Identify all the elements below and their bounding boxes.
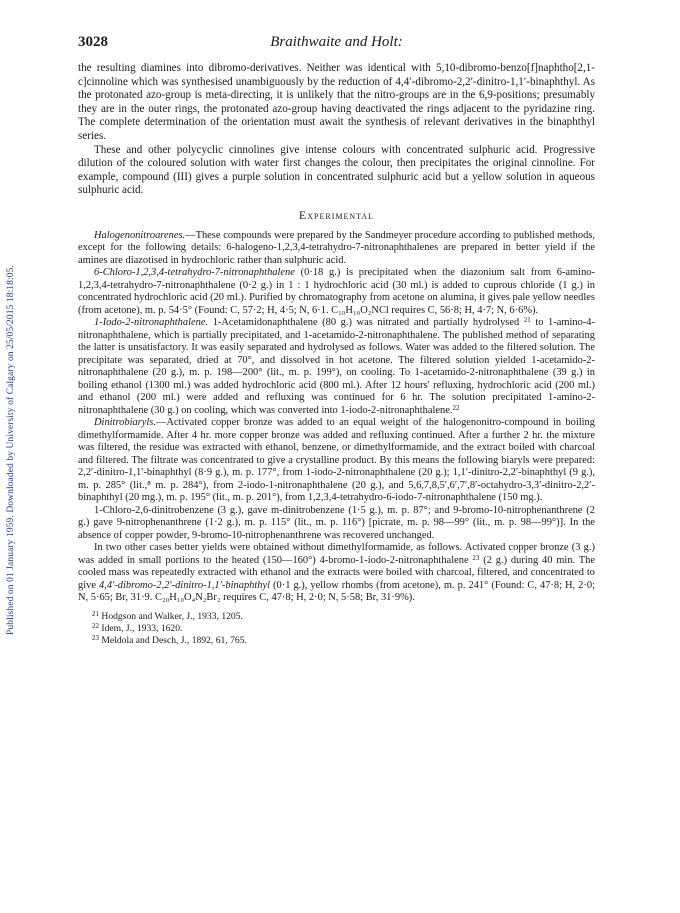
footnotes <box>78 611 595 647</box>
provenance-note: Published on 01 January 1959. Downloaded by University of Calgary on 25/05/2015 18:18:05. <box>6 265 16 635</box>
exp-paragraph-chloro <box>78 267 595 317</box>
intro-paragraph-1: the resulting diamines into dibromo-derivatives. Neither was identical with 5,10-dibromo-benzo[f]naphtho[2,1-c]cinnoline which was synthesised unambiguously by the reduction of 4,4′-dibromo-2,2′-dinitro-1,1′-binaphthyl. As the protonated azo-group is meta-directing, it is unlikely that the nitro-groups are in the 6,9-positions; presumably they are in the outer rings, the protonated azo-group having deactivated the rings adjacent to the pyridazine ring. The complete determination of the orientation must await the synthesis of relevant derivatives in the binaphthyl series. <box>78 62 595 142</box>
exp-text-iodo-b: to 1-amino-4-nitronaphthalene, which is partially precipitated, and 1-acetamido-2-nitronaphthalene. The published method of separating the latter is unsatisfactory. It was easily separated and hydrolysed as follows. Water was added to the filtered solution. The precipitate was separated, dried at 70°, and dissolved in hot acetone. The filtered solution yielded 1-acetamido-2-nitronaphthalene (20 g.), m. p. 198—200° (lit., m. p. 199°), on cooling. To 1-acetamido-2-nitronaphthalene (39 g.) in boiling ethanol (1300 ml.) was added hydrochloric acid (800 ml.). After 12 hours' refluxing, hydrochloric acid (200 ml.) and ethanol (200 ml.) were added and refluxing was continued for 6 hr. The solution precipitated 1-amino-2-nitronaphthalene (30 g.) on cooling, which was converted into 1-iodo-2-nitronaphthalene. <box>78 317 596 416</box>
exp-paragraph-chloro-dinitrobenzene: 1-Chloro-2,6-dinitrobenzene (3 g.), gave m-dinitrobenzene (1·5 g.), m. p. 87°; and 9-bromo-10-nitrophenanthrene (2 g.) gave 9-nitrophenanthrene (1·2 g.), m. p. 115° (lit., m. p. 116°) [picrate, m. p. 98—99° (lit., m. p. 98—99°)]. In the absence of copper powder, 9-bromo-10-nitrophenanthrene was recovered unchanged. <box>78 504 595 541</box>
exp-text-halogenonitroarenes: —These compounds were prepared by the Sandmeyer procedure according to published methods, except for the following details: 6-halogeno-1,2,3,4-tetrahydro-7-nitronaphthalenes are prepared in better yield if the amines are diazotised in hydrochloric rather than sulphuric acid. <box>78 229 595 266</box>
experimental-section <box>78 230 595 647</box>
exp-heading-chloro: 6-Chloro-1,2,3,4-tetrahydro-7-nitronaphthalene <box>94 267 295 279</box>
footnote-number: 23 <box>92 633 99 642</box>
ref-mark: 23 <box>472 553 480 562</box>
footnote-text: Meldola and Desch, J., 1892, 61, 765. <box>101 634 247 646</box>
exp-heading-halogenonitroarenes: Halogenonitroarenes. <box>94 229 186 241</box>
intro-paragraph-2: These and other polycyclic cinnolines give intense colours with concentrated sulphuric acid. Progressive dilution of the coloured solution with water first changes the colour, then precipitates the original cinnoline. For example, compound (III) gives a purple solution in concentrated sulphuric acid but a yellow solution in aqueous sulphuric acid. <box>78 143 595 197</box>
ref-mark: 22 <box>452 403 460 412</box>
exp-heading-iodo: 1-Iodo-2-nitronaphthalene. <box>94 317 209 329</box>
exp-text-dinitrobiaryls: —Activated copper bronze was added to an equal weight of the halogenonitro-compound in boiling dimethylformamide. After 4 hr. more copper bronze was added and refluxing continued. After a further 2 hr. the mixture was filtered, the residue was extracted with ethanol, benzene, or dimethylformamide, and the extract boiled with charcoal and filtered. The filtrate was concentrated to give a crystalline product. By this means the following biaryls were prepared: 2,2′-dinitro-1,1′-binaphthyl (8·9 g.), m. p. 177°, from 1-iodo-2-nitronaphthalene (20 g.); 1,1′-dinitro-2,2′-binaphthyl (9 g.), m. p. 285° (lit.,⁸ m. p. 284°), from 2-iodo-1-nitronaphthalene (20 g.), and 5,6,7,8,5′,6′,7′,8′-octahydro-3,3′-dinitro-2,2′-binaphthyl (20 mg.), m. p. 195° (lit., m. p. 201°), from 1,2,3,4-tetrahydro-6-iodo-7-nitronaphthalene (150 mg.). <box>78 417 595 504</box>
exp-text-dibromo-b: (2 g.) during 40 min. The cooled mass was repeatedly extracted with ethanol and the extracts were boiled with charcoal, filtered, and concentrated to give <box>78 554 596 591</box>
running-title: Braithwaite and Holt: <box>270 34 403 50</box>
footnote <box>78 623 595 635</box>
page-header <box>78 34 595 54</box>
exp-paragraph-dibromo <box>78 542 595 605</box>
page-number: 3028 <box>78 34 108 50</box>
section-heading: Experimental <box>298 207 375 222</box>
exp-paragraph-halogenonitroarenes <box>78 230 595 268</box>
exp-text-dibromo-a: In two other cases better yields were obtained without dimethylformamide, as follows. Activated copper bronze (3 g.) was added in small portions to the heated (150—160°) 4-bromo-1-iodo-2-nitronaphthalene <box>78 542 595 566</box>
ref-mark: 21 <box>523 316 531 325</box>
exp-heading-dibromo: 4,4′-dibromo-2,2′-dinitro-1,1′-binaphthyl <box>99 579 271 591</box>
article-body <box>78 62 595 647</box>
exp-heading-dinitrobiaryls: Dinitrobiaryls. <box>94 417 156 429</box>
exp-text-iodo-a: 1-Acetamidonaphthalene (80 g.) was nitrated and partially hydrolysed <box>208 317 524 329</box>
footnote-text: Hodgson and Walker, J., 1933, 1205. <box>101 610 243 622</box>
provenance-sidebar <box>3 155 19 745</box>
exp-text-chloro: (0·18 g.) is precipitated when the diazonium salt from 6-amino-1,2,3,4-tetrahydro-7-nitronaphthalene (0·2 g.) in 1 : 1 hydrochloric acid (30 ml.) is added to cuprous chloride (1 g.) in concentrated hydrochloric acid (20 ml.). Purified by chromatography from acetone on alumina, it gives pale yellow needles (from acetone), m. p. 54·5° (Found: C, 57·2; H, 4·5; N, 6·1. C₁₀H₁₀O₂NCl requires C, 56·8; H, 4·7; N, 6·6%). <box>78 267 595 316</box>
footnote <box>78 611 595 623</box>
footnote-number: 22 <box>92 621 99 630</box>
footnote-text: Idem, J., 1933, 1620. <box>101 622 183 634</box>
footnote <box>78 635 595 647</box>
exp-text-dibromo-c: (0·1 g.), yellow rhombs (from acetone), m. p. 241° (Found: C, 47·8; H, 2·0; N, 5·65; Br, 31·9. C₂₀H₁₀O₄N₂Br₂ requires C, 47·8; H, 2·0; N, 5·58; Br, 31·9%). <box>78 579 595 604</box>
exp-paragraph-iodo <box>78 317 595 417</box>
footnote-number: 21 <box>92 609 99 618</box>
exp-paragraph-dinitrobiaryls <box>78 417 595 505</box>
